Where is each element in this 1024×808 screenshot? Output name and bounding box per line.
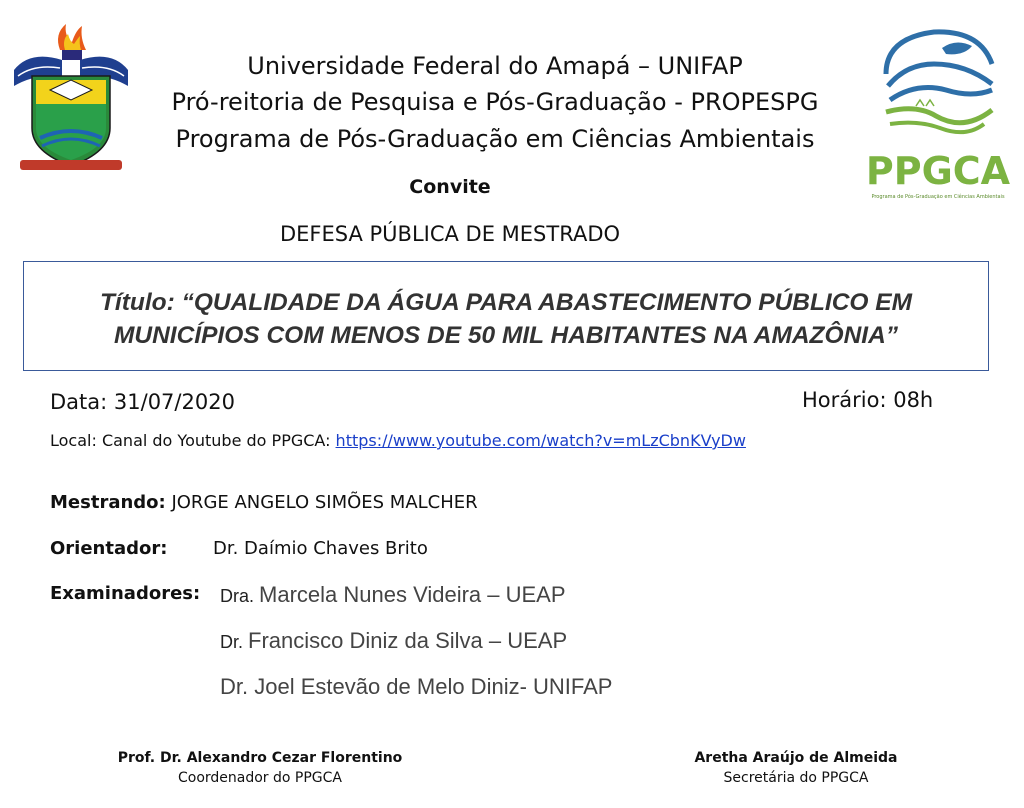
mestrando-row [50,492,478,513]
signature-role: Coordenador do PPGCA [177,770,342,786]
examiner-1 [220,582,566,608]
examiner-name: Dr. Joel Estevão de Melo Diniz- UNIFAP [220,674,613,699]
examiner-title: Dr. [220,632,249,652]
ppgca-logo-subtitle: Programa de Pós-Graduação em Ciências Ambientais [871,194,1005,200]
header-program: Programa de Pós-Graduação em Ciências Ambientais [175,125,815,153]
examiner-title: Dra. [220,586,260,606]
signature-secretary [646,748,946,788]
signature-name: Prof. Dr. Alexandro Cezar Florentino [117,750,403,766]
title-box [23,261,989,371]
ppgca-logo-text: PPGCA [865,149,1011,193]
defesa-heading: DEFESA PÚBLICA DE MESTRADO [279,222,621,246]
header-propespg: Pró-reitoria de Pesquisa e Pós-Graduação - PROPESPG [171,88,819,116]
thesis-title [24,286,988,352]
ppgca-logo-icon [865,24,1011,204]
mestrando-name: JORGE ANGELO SIMÕES MALCHER [165,492,478,513]
defense-location [50,431,746,450]
examiner-name: Marcela Nunes Videira – UEAP [259,582,566,607]
examiner-3 [220,674,612,700]
defense-time: Horário: 08h [802,388,934,412]
youtube-link[interactable]: https://www.youtube.com/watch?v=mLzCbnKVyDw [335,431,746,450]
signature-role: Secretária do PPGCA [723,770,869,786]
orientador-label: Orientador: [50,538,168,559]
signature-name: Aretha Araújo de Almeida [694,750,898,766]
examinadores-label-row [50,583,200,604]
defense-date: Data: 31/07/2020 [50,390,235,414]
header-university: Universidade Federal do Amapá – UNIFAP [247,52,743,80]
mestrando-label: Mestrando: [50,492,166,513]
unifap-crest-icon [10,20,132,174]
examinadores-label: Examinadores: [50,583,201,604]
orientador-row [50,538,428,559]
thesis-title-line2: MUNICÍPIOS COM MENOS DE 50 MIL HABITANTES NA AMAZÔNIA” [113,322,899,349]
convite-heading: Convite [409,176,491,198]
examiner-name: Francisco Diniz da Silva – UEAP [248,628,568,653]
thesis-title-line1: Título: “QUALIDADE DA ÁGUA PARA ABASTECIMENTO PÚBLICO EM [99,289,913,316]
signature-coordinator [110,748,410,788]
examiner-2 [220,628,567,654]
orientador-name: Dr. Daímio Chaves Brito [213,538,428,559]
location-label: Local: Canal do Youtube do PPGCA: [50,431,336,450]
